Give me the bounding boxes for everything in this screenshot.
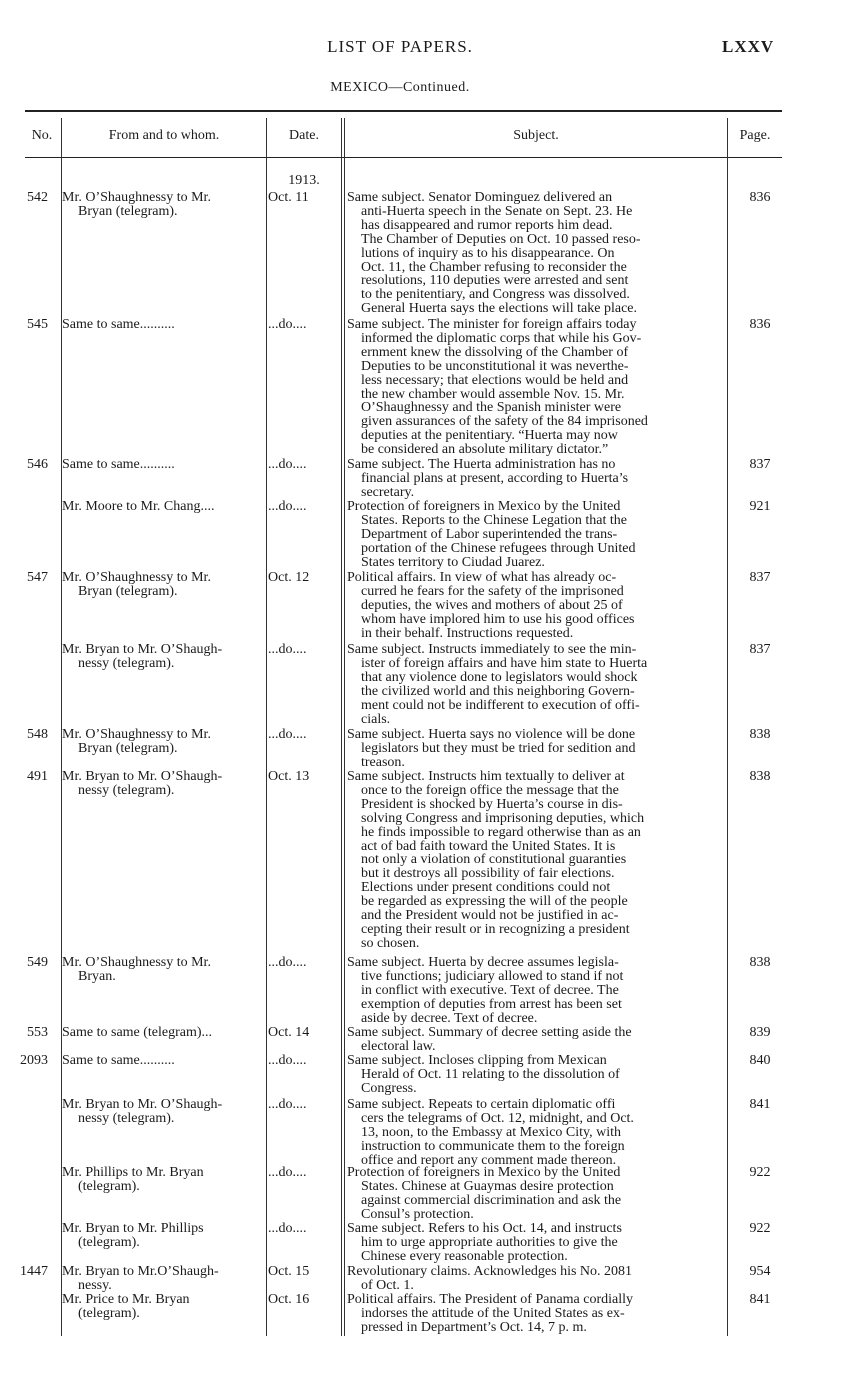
subject-line: in their behalf. Instructions requested. xyxy=(361,625,574,641)
subject-line: has disappeared and rumor reports him dead. xyxy=(361,217,613,233)
from-line: (telegram). xyxy=(78,1178,140,1194)
from-line: Mr. Phillips to Mr. Bryan xyxy=(62,1165,204,1180)
page-number: 841 xyxy=(749,1097,771,1112)
from-line: Mr. Bryan to Mr. O’Shaugh- xyxy=(62,1097,223,1112)
subject-line: of Oct. 1. xyxy=(361,1277,414,1293)
running-title: LIST OF PAPERS. xyxy=(327,37,473,56)
from-and-to-whom xyxy=(62,1098,262,1126)
subject-line: that any violence done to legislators would shock xyxy=(361,669,638,685)
subject-line: not only a violation of constitutional guaranties xyxy=(361,852,627,868)
subject-line: against commercial discrimination and ask the xyxy=(361,1192,622,1208)
date-cell: ...do.... xyxy=(268,1097,307,1112)
subject-line: States territory to Ciudad Juarez. xyxy=(361,554,545,570)
from-and-to-whom xyxy=(62,458,262,472)
subject-cell xyxy=(347,1166,719,1222)
from-and-to-whom xyxy=(62,643,262,671)
column-header-subject: Subject. xyxy=(513,128,559,143)
from-line: (telegram). xyxy=(78,1305,140,1321)
from-and-to-whom xyxy=(62,500,262,514)
from-line: Mr. Price to Mr. Bryan xyxy=(62,1292,190,1307)
subject-line: portation of the Chinese refugees through United xyxy=(361,540,636,556)
subject-cell xyxy=(347,191,719,316)
subject-cell xyxy=(347,1222,719,1264)
subject-line: and the President would not be justified in ac- xyxy=(361,908,619,924)
from-line: Bryan (telegram). xyxy=(78,203,178,219)
subject-line: Political affairs. In view of what has already oc- xyxy=(347,570,617,585)
subject-line: given assurances of the safety of the 84 imprisoned xyxy=(361,414,648,430)
subject-line: instruction to communicate them to the foreign xyxy=(361,1138,625,1154)
from-line: Mr. O’Shaughnessy to Mr. xyxy=(62,955,211,970)
document-number: 546 xyxy=(27,457,48,472)
subject-line: secretary. xyxy=(361,484,415,500)
page-number: 921 xyxy=(749,499,771,514)
subject-cell xyxy=(347,956,719,1026)
from-and-to-whom xyxy=(62,1293,262,1321)
subject-cell xyxy=(347,770,719,951)
date-cell: ...do.... xyxy=(268,1165,307,1180)
subject-cell xyxy=(347,1265,719,1293)
subject-line: but it destroys all possibility of fair elections. xyxy=(361,866,615,882)
subject-line: Same subject. The minister for foreign affairs today xyxy=(347,317,637,332)
page-number: 837 xyxy=(749,642,771,657)
subject-line: once to the foreign office the message that the xyxy=(361,782,619,798)
from-line: Bryan (telegram). xyxy=(78,740,178,756)
from-line: Same to same.......... xyxy=(62,1053,175,1068)
subject-line: pressed in Department’s Oct. 14, 7 p. m. xyxy=(361,1319,587,1335)
subject-line: Deputies to be unconstitutional it was neverthe- xyxy=(361,358,629,374)
page-number: 922 xyxy=(749,1165,771,1180)
document-number: 549 xyxy=(27,955,48,970)
from-and-to-whom xyxy=(62,318,262,332)
subject-line: deputies, the wives and mothers of about 25 of xyxy=(361,597,623,613)
subject-line: aside by decree. Text of decree. xyxy=(361,1010,538,1026)
from-line: Mr. O’Shaughnessy to Mr. xyxy=(62,190,211,205)
date-cell: ...do.... xyxy=(268,1221,307,1236)
document-number: 553 xyxy=(27,1025,48,1040)
subject-line: electoral law. xyxy=(361,1038,436,1054)
from-line: nessy (telegram). xyxy=(78,1110,175,1126)
from-and-to-whom xyxy=(62,1166,262,1194)
subject-line: less necessary; that elections would be held and xyxy=(361,372,629,388)
column-header-date: Date. xyxy=(289,128,319,143)
from-line: Mr. Bryan to Mr. O’Shaugh- xyxy=(62,769,223,784)
from-and-to-whom xyxy=(62,770,262,798)
column-header-no: No. xyxy=(31,128,53,143)
subject-line: Same subject. Repeats to certain diplomatic offi xyxy=(347,1097,616,1112)
page-number: 841 xyxy=(749,1292,771,1307)
subject-line: lutions of inquiry as to his disappearance. On xyxy=(361,245,615,261)
document-number: 548 xyxy=(27,727,48,742)
document-number: 542 xyxy=(27,190,48,205)
column-header-page: Page. xyxy=(739,128,771,143)
subject-cell xyxy=(347,571,719,641)
page-number: 837 xyxy=(749,457,771,472)
subject-cell xyxy=(347,500,719,570)
subject-line: Chinese every reasonable protection. xyxy=(361,1248,568,1264)
subject-cell xyxy=(347,318,719,457)
subject-line: Same subject. Summary of decree setting aside the xyxy=(347,1025,632,1040)
subject-line: States. Reports to the Chinese Legation that the xyxy=(361,512,627,528)
subject-line: Department of Labor superintended the trans- xyxy=(361,526,618,542)
date-cell: ...do.... xyxy=(268,317,307,332)
subject-line: the new chamber would assemble Nov. 15. Mr. xyxy=(361,386,625,402)
subject-line: solving Congress and imprisoning deputies, which xyxy=(361,810,645,826)
document-number: 1447 xyxy=(20,1264,48,1279)
from-line: Mr. Bryan to Mr. Phillips xyxy=(62,1221,204,1236)
subject-line: whom have implored him to use his good offices xyxy=(361,611,635,627)
subject-line: Same subject. Huerta by decree assumes legisla- xyxy=(347,955,619,970)
subject-line: O’Shaughnessy and the Spanish minister were xyxy=(361,400,622,416)
subject-line: so chosen. xyxy=(361,935,420,951)
subject-line: The Chamber of Deputies on Oct. 10 passed reso- xyxy=(361,231,641,247)
from-line: Bryan (telegram). xyxy=(78,583,178,599)
from-line: Same to same.......... xyxy=(62,317,175,332)
subject-line: President is shocked by Huerta’s course in dis- xyxy=(361,796,623,812)
subject-line: Herald of Oct. 11 relating to the dissolution of xyxy=(361,1066,620,1082)
year-label: 1913. xyxy=(288,173,320,188)
page-number: 954 xyxy=(749,1264,771,1279)
page-number: 838 xyxy=(749,955,771,970)
subject-line: Political affairs. The President of Panama cordially xyxy=(347,1292,634,1307)
page-numeral: LXXV xyxy=(722,37,775,56)
subject-line: cials. xyxy=(361,711,391,727)
page-number: 840 xyxy=(749,1053,771,1068)
page-number: 922 xyxy=(749,1221,771,1236)
subject-line: be considered an absolute military dictator.” xyxy=(361,442,609,458)
date-cell: Oct. 12 xyxy=(268,570,310,585)
subject-line: tive functions; judiciary allowed to stand if not xyxy=(361,968,624,984)
from-and-to-whom xyxy=(62,728,262,756)
subject-line: be regarded as expressing the will of the people xyxy=(361,894,628,910)
subject-cell xyxy=(347,458,719,500)
page-number: 838 xyxy=(749,769,771,784)
subject-line: legislators but they must be tried for sedition and xyxy=(361,740,636,756)
subject-line: indorses the attitude of the United States as ex- xyxy=(361,1305,625,1321)
from-and-to-whom xyxy=(62,571,262,599)
subject-line: act of bad faith toward the United States. It is xyxy=(361,838,616,854)
date-cell: ...do.... xyxy=(268,1053,307,1068)
from-and-to-whom xyxy=(62,1026,262,1040)
date-cell: ...do.... xyxy=(268,642,307,657)
from-line: Bryan. xyxy=(78,968,116,984)
from-line: nessy (telegram). xyxy=(78,782,175,798)
document-number: 545 xyxy=(27,317,48,332)
from-line: nessy (telegram). xyxy=(78,655,175,671)
page-number: 839 xyxy=(749,1025,771,1040)
subject-line: States. Chinese at Guaymas desire protection xyxy=(361,1178,614,1194)
subject-line: ment could not be indifferent to execution of offi- xyxy=(361,697,640,713)
subject-line: 13, noon, to the Embassy at Mexico City, with xyxy=(361,1124,622,1140)
section-subtitle: MEXICO—Continued. xyxy=(330,80,470,95)
from-and-to-whom xyxy=(62,1265,262,1293)
subject-line: him to urge appropriate authorities to give the xyxy=(361,1234,618,1250)
document-number: 547 xyxy=(27,570,48,585)
subject-line: ernment knew the dissolving of the Chamber of xyxy=(361,344,629,360)
subject-cell xyxy=(347,643,719,726)
subject-line: exemption of deputies from arrest has been set xyxy=(361,996,622,1012)
subject-cell xyxy=(347,1054,719,1096)
from-line: Mr. Moore to Mr. Chang.... xyxy=(62,499,215,514)
subject-line: Same subject. Refers to his Oct. 14, and instructs xyxy=(347,1221,622,1236)
subject-cell xyxy=(347,1026,719,1054)
subject-line: office and report any comment made thereon. xyxy=(361,1152,617,1168)
from-and-to-whom xyxy=(62,1054,262,1068)
subject-line: cepting their result or in recognizing a president xyxy=(361,921,630,937)
from-and-to-whom xyxy=(62,191,262,219)
subject-line: Same subject. Senator Dominguez delivered an xyxy=(347,190,613,205)
subject-line: Protection of foreigners in Mexico by the United xyxy=(347,499,621,514)
date-cell: Oct. 14 xyxy=(268,1025,310,1040)
subject-line: Same subject. Instructs him textually to deliver at xyxy=(347,769,625,784)
column-header-from: From and to whom. xyxy=(108,128,220,143)
subject-cell xyxy=(347,1098,719,1168)
from-line: Mr. O’Shaughnessy to Mr. xyxy=(62,727,211,742)
subject-line: cers the telegrams of Oct. 12, midnight, and Oct. xyxy=(361,1110,634,1126)
date-cell: ...do.... xyxy=(268,457,307,472)
date-cell: Oct. 13 xyxy=(268,769,310,784)
subject-cell xyxy=(347,1293,719,1335)
date-cell: ...do.... xyxy=(268,727,307,742)
date-cell: Oct. 11 xyxy=(268,190,309,205)
subject-line: Same subject. Instructs immediately to see the min- xyxy=(347,642,637,657)
subject-line: ister of foreign affairs and have him state to Huerta xyxy=(361,655,648,671)
subject-line: curred he fears for the safety of the imprisoned xyxy=(361,583,624,599)
subject-line: Same subject. Incloses clipping from Mexican xyxy=(347,1053,607,1068)
subject-line: informed the diplomatic corps that while his Gov- xyxy=(361,330,642,346)
subject-line: Protection of foreigners in Mexico by the United xyxy=(347,1165,621,1180)
page-number: 836 xyxy=(749,317,771,332)
page-number: 836 xyxy=(749,190,771,205)
from-line: nessy. xyxy=(78,1277,112,1293)
subject-line: Revolutionary claims. Acknowledges his No. 2081 xyxy=(347,1264,633,1279)
date-cell: ...do.... xyxy=(268,955,307,970)
subject-line: deputies at the penitentiary. “Huerta may now xyxy=(361,428,618,444)
subject-line: Oct. 11, the Chamber refusing to reconsider the xyxy=(361,259,627,275)
document-number: 2093 xyxy=(20,1053,48,1068)
subject-line: Same subject. Huerta says no violence will be done xyxy=(347,727,636,742)
date-cell: Oct. 16 xyxy=(268,1292,310,1307)
subject-line: to the penitentiary, and Congress was dissolved. xyxy=(361,287,630,303)
subject-line: Elections under present conditions could not xyxy=(361,880,611,896)
subject-line: Same subject. The Huerta administration has no xyxy=(347,457,616,472)
subject-line: in conflict with executive. Text of decree. The xyxy=(361,982,619,998)
subject-line: Congress. xyxy=(361,1080,417,1096)
from-and-to-whom xyxy=(62,1222,262,1250)
date-cell: ...do.... xyxy=(268,499,307,514)
subject-line: Consul’s protection. xyxy=(361,1206,474,1222)
from-line: Mr. Bryan to Mr.O’Shaugh- xyxy=(62,1264,219,1279)
from-line: Mr. Bryan to Mr. O’Shaugh- xyxy=(62,642,223,657)
from-line: Same to same.......... xyxy=(62,457,175,472)
page-number: 837 xyxy=(749,570,771,585)
document-number: 491 xyxy=(27,769,48,784)
subject-line: resolutions, 110 deputies were arrested and sent xyxy=(361,273,629,289)
subject-line: anti-Huerta speech in the Senate on Sept. 23. He xyxy=(361,203,633,219)
subject-cell xyxy=(347,728,719,770)
subject-line: General Huerta says the elections will take place. xyxy=(361,301,637,317)
from-line: (telegram). xyxy=(78,1234,140,1250)
from-and-to-whom xyxy=(62,956,262,984)
subject-line: he finds impossible to regard otherwise than as an xyxy=(361,824,641,840)
subject-line: treason. xyxy=(361,754,405,770)
page-number: 838 xyxy=(749,727,771,742)
subject-line: the civilized world and this neighboring Govern- xyxy=(361,683,635,699)
subject-line: financial plans at present, according to Huerta’s xyxy=(361,470,629,486)
from-line: Mr. O’Shaughnessy to Mr. xyxy=(62,570,211,585)
from-line: Same to same (telegram)... xyxy=(62,1025,213,1040)
date-cell: Oct. 15 xyxy=(268,1264,310,1279)
